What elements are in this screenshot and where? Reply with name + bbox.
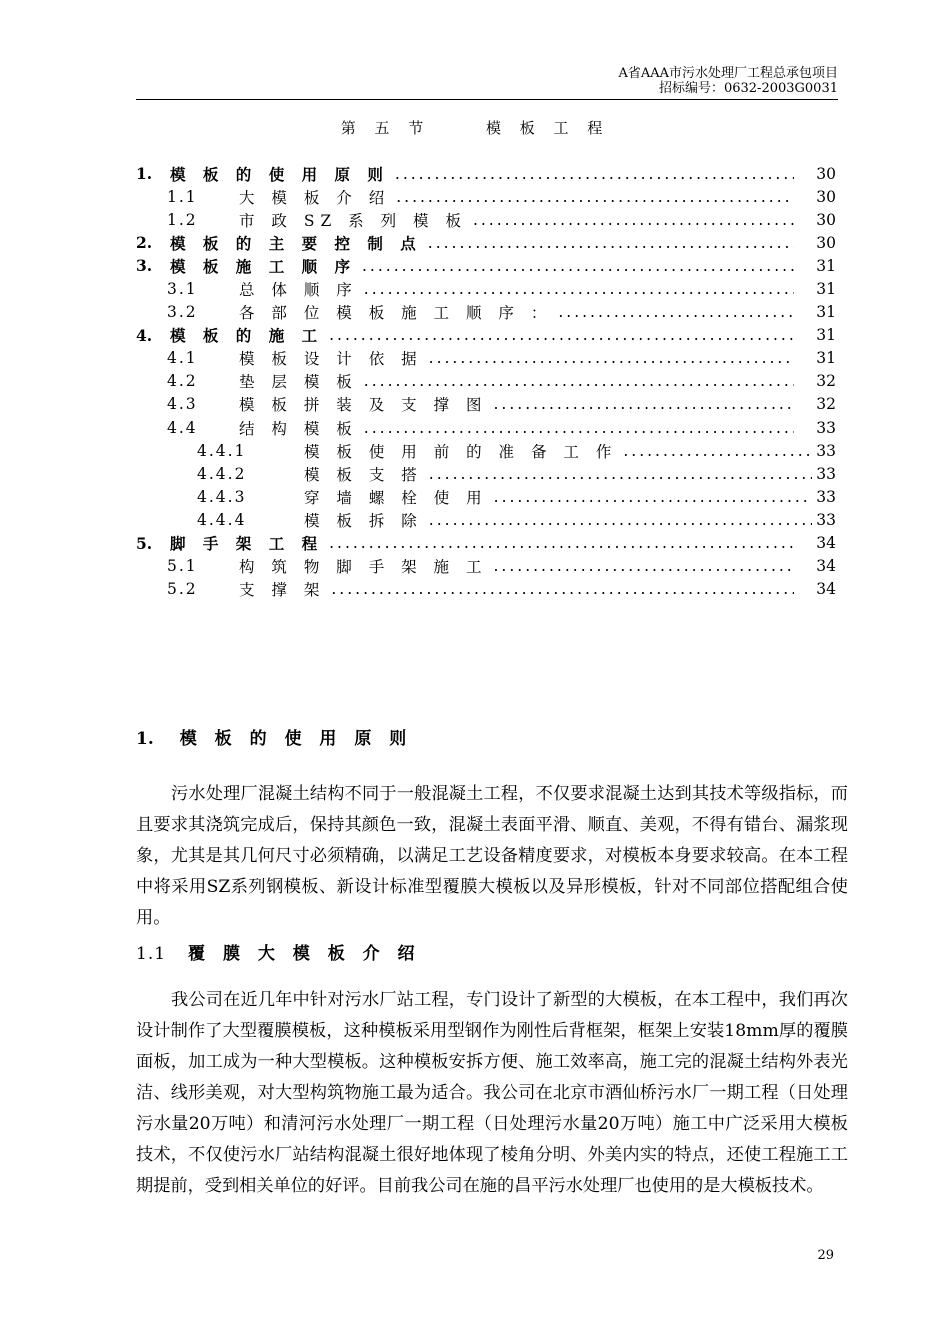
toc-entry-page: 33 <box>816 487 836 506</box>
toc-entry-page: 31 <box>816 303 836 322</box>
toc-entry-page: 33 <box>816 441 836 460</box>
toc-entry-page: 34 <box>816 534 836 553</box>
toc-dot-leader <box>329 534 794 552</box>
toc-dot-leader <box>429 349 794 367</box>
toc-entry[interactable] <box>136 301 836 324</box>
heading-1-number: 1. <box>136 729 154 749</box>
toc-entry-number: 4.3 <box>167 395 198 414</box>
toc-entry-number: 2. <box>136 233 153 253</box>
toc-entry-label: 结 构 模 板 <box>239 419 358 438</box>
toc-entry[interactable] <box>136 439 836 462</box>
toc-dot-leader <box>558 303 794 321</box>
toc-dot-leader <box>364 372 794 390</box>
toc-entry-number: 3.1 <box>167 280 198 299</box>
toc-entry-label: 模 板 拆 除 <box>304 511 423 530</box>
paragraph-2: 我公司在近几年中针对污水厂站工程，专门设计了新型的大模板，在本工程中，我们再次设计制作了大型覆膜模板，这种模板采用型钢作为刚性后背框架，框架上安装18mm厚的覆膜面板，加工成为一种大型模板。这种模板安拆方便、施工效率高，施工完的混凝土结构外表光洁、线形美观，对大型构筑物施工最为适合。我公司在北京市酒仙桥污水厂一期工程（日处理污水量20万吨）和清河污水处理厂一期工程（日处理污水量20万吨）施工中广泛采用大模板技术，不仅使污水厂站结构混凝土很好地体现了棱角分明、外美内实的特点，还使工程施工工期提前，受到相关单位的好评。目前我公司在施的昌平污水处理厂也使用的是大模板技术。 <box>136 990 848 1196</box>
heading-1-1-number: 1.1 <box>136 944 167 964</box>
toc-entry-page: 31 <box>816 256 836 275</box>
heading-1-1 <box>136 939 421 964</box>
toc-entry-number: 5. <box>136 533 153 553</box>
toc-entry[interactable] <box>136 370 836 393</box>
toc-entry-page: 30 <box>816 187 836 206</box>
toc-entry-label: 市 政 SZ 系 列 模 板 <box>239 211 467 230</box>
header-bid-number: 招标编号：0632-2003G0031 <box>658 81 838 96</box>
toc-dot-leader <box>329 326 794 344</box>
toc-entry[interactable] <box>136 485 836 508</box>
toc-dot-leader <box>429 465 812 483</box>
toc-dot-leader <box>396 188 794 206</box>
toc-entry-label: 各 部 位 模 板 施 工 顺 序 ： <box>239 304 553 323</box>
toc-entry-number: 4.4.4 <box>197 510 247 529</box>
toc-dot-leader <box>428 234 794 252</box>
toc-entry-page: 32 <box>816 395 836 414</box>
toc-entry[interactable] <box>136 347 836 370</box>
toc-entry[interactable] <box>136 231 836 254</box>
toc-entry[interactable] <box>136 462 836 485</box>
toc-entry-label: 模 板 拼 装 及 支 撑 图 <box>239 396 488 415</box>
section-title: 第 五 节 模 板 工 程 <box>340 119 610 137</box>
toc-dot-leader <box>364 280 794 298</box>
toc-entry-number: 1. <box>136 164 153 184</box>
toc-entry-number: 4.4.2 <box>197 464 247 483</box>
toc-entry[interactable] <box>136 324 836 347</box>
toc-dot-leader <box>494 395 795 413</box>
toc-entry-label: 脚 手 架 工 程 <box>170 534 324 554</box>
toc-entry[interactable] <box>136 254 836 277</box>
toc-dot-leader <box>429 511 812 529</box>
toc-dot-leader <box>473 211 794 229</box>
toc-entry[interactable] <box>136 208 836 231</box>
toc-entry-label: 模 板 施 工 顺 序 <box>170 256 356 276</box>
page-header <box>618 66 838 96</box>
toc-entry-label: 模 板 的 主 要 控 制 点 <box>170 233 422 253</box>
toc-entry-page: 34 <box>816 557 836 576</box>
toc-entry-number: 4.2 <box>167 372 198 391</box>
toc-entry[interactable] <box>136 277 836 300</box>
toc-entry-page: 33 <box>816 464 836 483</box>
toc-dot-leader <box>623 442 812 460</box>
toc-entry-label: 模 板 设 计 依 据 <box>239 350 423 369</box>
page-number: 29 <box>817 1248 834 1263</box>
toc-entry[interactable] <box>136 393 836 416</box>
toc-entry-label: 构 筑 物 脚 手 架 施 工 <box>239 558 488 577</box>
toc-entry[interactable] <box>136 508 836 531</box>
toc-dot-leader <box>364 419 794 437</box>
toc-entry-number: 4. <box>136 325 153 345</box>
toc-entry-number: 5.2 <box>167 580 198 599</box>
toc-entry-label: 模 板 的 使 用 原 则 <box>170 164 389 184</box>
toc-entry-page: 30 <box>816 233 836 252</box>
toc-entry-label: 垫 层 模 板 <box>239 373 358 392</box>
toc-entry-number: 4.4.1 <box>197 441 247 460</box>
toc-entry-number: 3.2 <box>167 303 198 322</box>
toc-entry-label: 模 板 的 施 工 <box>170 326 324 346</box>
table-of-contents <box>136 162 836 601</box>
toc-entry-page: 30 <box>816 210 836 229</box>
toc-entry-page: 32 <box>816 372 836 391</box>
toc-entry-page: 31 <box>816 326 836 345</box>
toc-entry-number: 1.1 <box>167 187 198 206</box>
toc-entry[interactable] <box>136 185 836 208</box>
toc-entry-label: 总 体 顺 序 <box>239 281 358 300</box>
toc-entry-number: 4.4 <box>167 418 198 437</box>
toc-entry-number: 1.2 <box>167 210 198 229</box>
toc-dot-leader <box>331 580 794 598</box>
heading-1-text: 模 板 的 使 用 原 则 <box>179 729 413 749</box>
toc-entry[interactable] <box>136 416 836 439</box>
header-divider <box>136 99 838 100</box>
toc-entry-page: 34 <box>816 580 836 599</box>
toc-entry[interactable] <box>136 578 836 601</box>
toc-entry-label: 模 板 使 用 前 的 准 备 工 作 <box>304 442 618 461</box>
toc-entry[interactable] <box>136 555 836 578</box>
toc-entry[interactable] <box>136 162 836 185</box>
toc-dot-leader <box>494 488 812 506</box>
header-project-title: A省AAA市污水处理厂工程总承包项目 <box>618 66 838 81</box>
toc-entry-number: 4.4.3 <box>197 487 247 506</box>
paragraph-1: 污水处理厂混凝土结构不同于一般混凝土工程，不仅要求混凝土达到其技术等级指标，而且要求其浇筑完成后，保持其颜色一致，混凝土表面平滑、顺直、美观，不得有错台、漏浆现象，尤其是其几何尺寸必须精确，以满足工艺设备精度要求，对模板本身要求较高。在本工程中将采用SZ系列钢模板、新设计标准型覆膜大模板以及异形模板，针对不同部位搭配组合使用。 <box>136 784 848 928</box>
toc-dot-leader <box>395 165 794 183</box>
toc-entry-label: 模 板 支 搭 <box>304 465 423 484</box>
toc-entry-number: 4.1 <box>167 349 198 368</box>
toc-entry-page: 33 <box>816 510 836 529</box>
toc-entry-label: 支 撑 架 <box>239 581 326 600</box>
toc-entry-page: 33 <box>816 418 836 437</box>
heading-1 <box>136 724 412 749</box>
toc-dot-leader <box>494 557 795 575</box>
heading-1-1-text: 覆 膜 大 模 板 介 绍 <box>188 944 421 964</box>
toc-dot-leader <box>362 257 794 275</box>
toc-entry-label: 大 模 板 介 绍 <box>239 188 391 207</box>
toc-entry-page: 31 <box>816 280 836 299</box>
toc-entry-label: 穿 墙 螺 栓 使 用 <box>304 488 488 507</box>
toc-entry[interactable] <box>136 532 836 555</box>
toc-entry-page: 30 <box>816 164 836 183</box>
toc-entry-number: 3. <box>136 256 153 276</box>
toc-entry-number: 5.1 <box>167 557 198 576</box>
toc-entry-page: 31 <box>816 349 836 368</box>
